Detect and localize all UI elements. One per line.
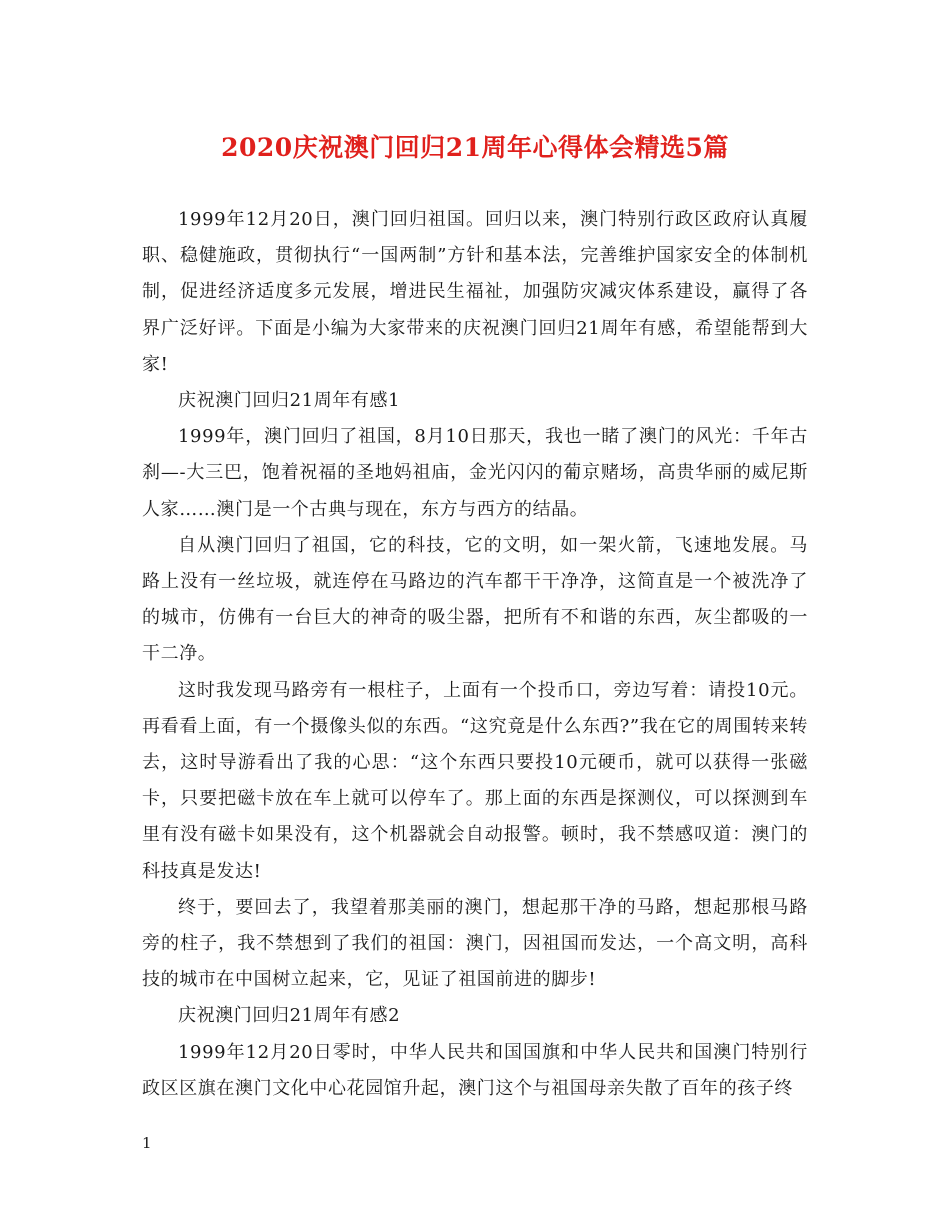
paragraph: 1999年，澳门回归了祖国，8月10日那天，我也一睹了澳门的风光：千年古刹—-大三巴，饱着祝福的圣地妈祖庙，金光闪闪的葡京赌场，高贵华丽的威尼斯人家……澳门是一个古典与现在，东方与西方的结晶。 — [142, 426, 808, 520]
section-heading-2: 庆祝澳门回归21周年有感2 — [178, 1005, 401, 1027]
paragraph: 这时我发现马路旁有一根柱子，上面有一个投币口，旁边写着：请投10元。再看看上面，有一个摄像头似的东西。“这究竟是什么东西?”我在它的周围转来转去，这时导游看出了我的心思：“这个东西只要投10元硬币，就可以获得一张磁卡，只要把磁卡放在车上就可以停车了。那上面的东西是探测仪，可以探测到车里有没有磁卡如果没有，这个机器就会自动报警。顿时，我不禁感叹道：澳门的科技真是发达! — [142, 679, 808, 882]
paragraph: 终于，要回去了，我望着那美丽的澳门，想起那干净的马路，想起那根马路旁的柱子，我不禁想到了我们的祖国：澳门，因祖国而发达，一个高文明，高科技的城市在中国树立起来，它，见证了祖国前进的脚步! — [142, 896, 808, 991]
document-body — [142, 202, 808, 1107]
section-heading-1: 庆祝澳门回归21周年有感1 — [178, 390, 401, 412]
page-number: 1 — [142, 1134, 152, 1152]
paragraph-intro: 1999年12月20日，澳门回归祖国。回归以来，澳门特别行政区政府认真履职、稳健施政，贯彻执行“一国两制”方针和基本法，完善维护国家安全的体制机制，促进经济适度多元发展，增进民生福祉，加强防灾减灾体系建设，赢得了各界广泛好评。下面是小编为大家带来的庆祝澳门回归21周年有感，希望能帮到大家! — [142, 209, 808, 375]
paragraph: 自从澳门回归了祖国，它的科技，它的文明，如一架火箭，飞速地发展。马路上没有一丝垃圾，就连停在马路边的汽车都干干净净，这简直是一个被洗净了的城市，仿佛有一台巨大的神奇的吸尘器，把所有不和谐的东西，灰尘都吸的一干二净。 — [142, 534, 808, 665]
paragraph: 1999年12月20日零时，中华人民共和国国旗和中华人民共和国澳门特别行政区区旗在澳门文化中心花园馆升起，澳门这个与祖国母亲失散了百年的孩子终 — [142, 1041, 808, 1099]
document-title: 2020庆祝澳门回归21周年心得体会精选5篇 — [221, 133, 729, 162]
